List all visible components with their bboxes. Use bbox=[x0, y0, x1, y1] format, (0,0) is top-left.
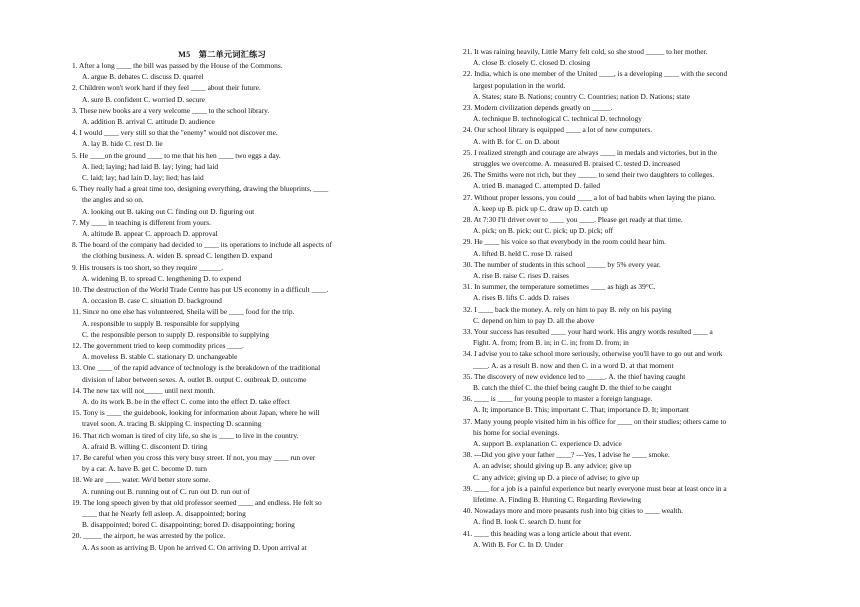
answer-options: A. occasion B. case C. situation D. background bbox=[82, 296, 222, 306]
answer-options: A. sure B. confident C. worried D. secure bbox=[82, 94, 205, 104]
answer-options: A. keep up B. pick up C. draw up D. catch up bbox=[473, 203, 608, 213]
question-text: 9. His trousers is too short, so they require ______. bbox=[72, 262, 224, 272]
question-text: 33. Your success has resulted ____ your hard work. His angry words resulted ____ a bbox=[463, 327, 713, 336]
question-text: 15. Tony is ____ the guidebook, looking for information about Japan, where he will bbox=[72, 408, 320, 418]
question-text: 37. Many young people visited him in his office for ____ on their studies; others came to bbox=[463, 416, 727, 426]
question-text: 41. ____ this heading was a long article about that event. bbox=[463, 528, 632, 538]
question-text: 8. The board of the company had decided to ____ its operations to include all aspects of bbox=[72, 240, 332, 250]
question-text: 19. The long speech given by that old professor seemed ____ and endless. He felt so bbox=[72, 497, 322, 507]
question-text: 30. The number of students in this school _____ by 5% every year. bbox=[463, 259, 661, 269]
answer-options: C. depend on him to pay D. all the above bbox=[473, 315, 595, 325]
question-continuation: struggles we overcome. A. measured B. praised C. tested D. increased bbox=[473, 159, 681, 168]
answer-options: A. addition B. arrival C. attitude D. audience bbox=[82, 117, 215, 126]
answer-options: A. With B. For C. In D. Under bbox=[473, 539, 564, 549]
answer-options: A. find B. look C. search D. hunt for bbox=[473, 517, 582, 527]
answer-options: A. argue B. debates C. discuss D. quarrel bbox=[82, 72, 204, 82]
answer-options: A. rise B. raise C. rises D. raises bbox=[473, 271, 569, 280]
question-continuation: ____. A. as a result B. now and then C. in a word D. at that moment bbox=[473, 360, 674, 370]
question-text: 27. Without proper lessons, you could ____ a lot of bad habits when laying the piano. bbox=[463, 192, 716, 202]
answer-options: A. As soon as arriving B. Upon he arrived C. On arriving D. Upon arrival at bbox=[82, 542, 307, 552]
question-text: 39. ____ for a job is a painful experience but nearly everyone must bear at least once in a bbox=[463, 483, 727, 493]
question-text: 22. India, which is one member of the United ____, is a developing ____ with the second bbox=[463, 69, 728, 79]
answer-options: A. with B. for C. on D. about bbox=[473, 136, 560, 146]
question-text: 2. Children won't work hard if they feel ____ about their future. bbox=[72, 83, 261, 93]
answer-options: A. altitude B. appear C. approach D. approval bbox=[82, 229, 218, 238]
answer-options: A. pick; on B. pick; out C. pick; up D. pick; off bbox=[473, 226, 614, 236]
answer-options: A. widening B. to spread C. lengthening D. to expend bbox=[82, 273, 242, 283]
question-text: 1. After a long ____ the bill was passed by the House of the Commons. bbox=[72, 61, 283, 70]
question-text: 28. At 7:30 I'll driver over to ____ you ____. Please get ready at that time. bbox=[463, 215, 683, 224]
question-text: 20. _____ the airport, he was arrested by the police. bbox=[72, 531, 226, 541]
question-text: 26. The Smiths were not rich, but they _____ to send their two daughters to colleges. bbox=[463, 170, 715, 180]
answer-options: A. running out B. running out of C. run out D. run out of bbox=[82, 486, 250, 496]
question-text: 14. The new tax will not_____ until next month. bbox=[72, 385, 216, 395]
answer-options: B. disappointed; bored C. disappointing; bored D. disappointing; boring bbox=[82, 520, 295, 530]
question-text: 38. ---Did you give your father ____? ---Yes, I advise he ____ smoke. bbox=[463, 450, 670, 460]
question-text: 13. One ____ of the rapid advance of technology is the breakdown of the traditional bbox=[72, 363, 321, 373]
answer-options: C. laid; lay; had lain D. lay; lied; has laid bbox=[82, 173, 204, 182]
answer-options: A. States; state B. Nations; country C. Countries; nation D. Nations; state bbox=[473, 91, 690, 101]
question-text: 7. My ____ in teaching is different from yours. bbox=[72, 217, 212, 227]
question-continuation: the angles and so on. bbox=[82, 195, 144, 205]
question-text: 29. He ____ his voice so that everybody in the room could hear him. bbox=[463, 237, 666, 247]
answer-options: A. an advise; should giving up B. any advice; give up bbox=[473, 461, 632, 471]
question-text: 31. In summer, the temperature sometimes ____ as high as 39°C. bbox=[463, 282, 656, 292]
question-continuation: lifetime. A. Finding B. Hunting C. Regarding Reviewing bbox=[473, 495, 642, 504]
answer-options: A. lifted B. held C. rose D. raised bbox=[473, 248, 573, 258]
question-continuation: ____ that he Nearly fell asleep. A. disappointed; boring bbox=[82, 509, 246, 518]
answer-options: A. technique B. technological C. technical D. technology bbox=[473, 114, 642, 124]
question-text: 35. The discovery of new evidence led to _____. A. the thief having caught bbox=[463, 371, 686, 381]
question-text: 4. I would ____ very still so that the "enemy" would not discover me. bbox=[72, 128, 278, 138]
question-continuation: largest population in the world. bbox=[473, 80, 566, 90]
question-continuation: by a car. A. have B. get C. become D. turn bbox=[82, 464, 207, 474]
question-text: 6. They really had a great time too, designing everything, drawing the blueprints, ____ bbox=[72, 184, 329, 194]
answer-options: C. the responsible person to supply D. responsible to supplying bbox=[82, 329, 270, 339]
question-text: 25. I realized strength and courage are always ____ in medals and victories, but in the bbox=[463, 147, 717, 157]
question-text: 40. Nowadays more and more peasants rush into big cities to ____ wealth. bbox=[463, 506, 684, 516]
question-text: 3. These new books are a very welcome ____ to the school library. bbox=[72, 105, 270, 115]
answer-options: A. tried B. managed C. attempted D. failed bbox=[473, 181, 601, 191]
answer-options: A. close B. closely C. closed D. closing bbox=[473, 58, 591, 68]
answer-options: A. support B. explanation C. experience D. advice bbox=[473, 439, 622, 448]
answer-options: B. catch the thief C. the thief being caught D. the thief to be caught bbox=[473, 383, 672, 392]
question-text: 36. ____ is ____ for young people to master a foreign language. bbox=[463, 394, 653, 404]
question-text: 16. That rich woman is tired of city life, so she is ____ to live in the country. bbox=[72, 430, 299, 440]
question-continuation: Fight. A. from; from B. in; in C. in; from D. from; in bbox=[473, 338, 629, 348]
answer-options: A. rises B. lifts C. adds D. raises bbox=[473, 293, 570, 303]
page-title: M5 第二单元词汇练习 bbox=[178, 50, 266, 59]
answer-options: A. It; importance B. This; important C. That; importance D. It; important bbox=[473, 405, 689, 415]
question-text: 32. I ____ back the money. A. rely on him to pay B. rely on his paying bbox=[463, 304, 672, 314]
answer-options: A. lay B. hide C. rest D. lie bbox=[82, 139, 163, 149]
answer-options: A. moveless B. stable C. stationary D. unchangeable bbox=[82, 352, 238, 362]
question-text: 10. The destruction of the World Trade Centre has put US economy in a difficult ____. bbox=[72, 285, 329, 294]
answer-options: A. looking out B. taking out C. finding out D. figuring out bbox=[82, 206, 255, 216]
question-text: 21. It was raining heavily, Little Marry felt cold, so she stood _____ to her mother. bbox=[463, 47, 708, 56]
question-text: 34. I advise you to take school more seriously, otherwise you'll have to go out and work bbox=[463, 349, 723, 359]
answer-options: A. responsible to supply B. responsible for supplying bbox=[82, 318, 240, 328]
question-continuation: division of labor between sexes. A. outlet B. output C. outbreak D. outcome bbox=[82, 374, 307, 384]
answer-options: C. any advice; giving up D. a piece of advise; to give up bbox=[473, 472, 640, 482]
question-text: 11. Since no one else has volunteered, Sheila will be ____ food for the trip. bbox=[72, 307, 295, 317]
question-text: 17. Be careful when you cross this very busy street. If not, you may ____ run over bbox=[72, 453, 316, 462]
question-text: 18. We are ____ water. We'd better store some. bbox=[72, 475, 211, 485]
question-continuation: the clothing business. A. widen B. spread C. lengthen D. expand bbox=[82, 251, 273, 261]
answer-options: A. afraid B. willing C. discontent D. tiring bbox=[82, 441, 208, 451]
question-text: 5. He ____on the ground ____ to me that his hen ____ two eggs a day. bbox=[72, 150, 281, 160]
question-text: 23. Modern civilization depends greatly on _____. bbox=[463, 103, 613, 112]
question-continuation: travel soon. A. tracing B. skipping C. inspecting D. scanning bbox=[82, 419, 262, 429]
question-text: 24. Our school library is equipped ____ a lot of new computers. bbox=[463, 125, 653, 135]
question-continuation: his home for social evenings. bbox=[473, 427, 560, 437]
question-text: 12. The government tried to keep commodity prices ____. bbox=[72, 341, 244, 350]
answer-options: A. do its work B. be in the effect C. come into the effect D. take effect bbox=[82, 397, 290, 406]
answer-options: A. lied; laying; had laid B. lay; lying; had laid bbox=[82, 161, 219, 171]
